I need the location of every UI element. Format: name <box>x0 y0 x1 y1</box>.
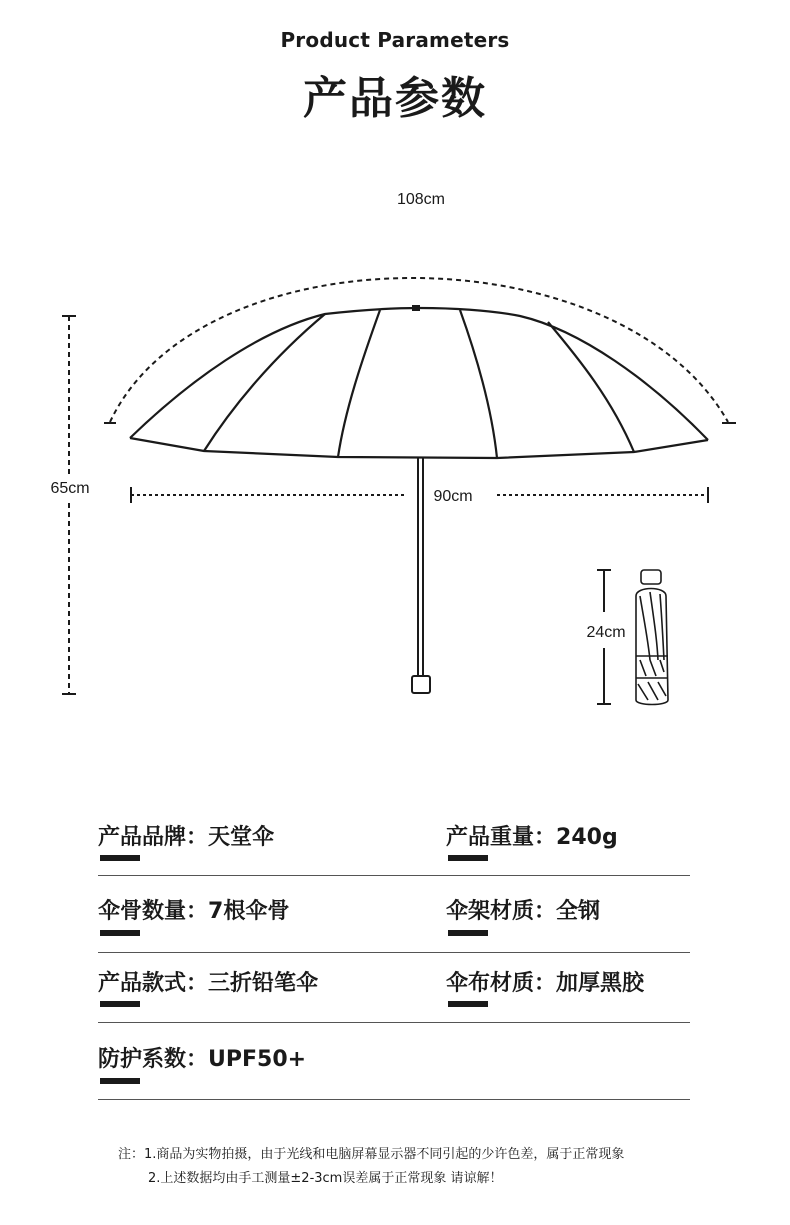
param-fabric-material <box>446 966 644 997</box>
param-underline <box>448 1001 488 1007</box>
param-underline <box>448 855 488 861</box>
param-underline <box>100 1078 140 1084</box>
param-underline <box>100 930 140 936</box>
umbrella-canopy <box>130 305 708 458</box>
param-brand-value: 天堂伞 <box>208 825 275 850</box>
param-fabric-material-value: 加厚黑胶 <box>556 971 645 996</box>
param-weight-label: 产品重量： <box>446 825 557 850</box>
row-divider <box>98 875 690 876</box>
diameter-label: 90cm <box>433 488 473 505</box>
param-ribs <box>98 894 289 925</box>
row-divider <box>98 1022 690 1023</box>
param-underline <box>100 855 140 861</box>
param-underline <box>448 930 488 936</box>
param-upf <box>98 1042 306 1073</box>
param-style-value: 三折铅笔伞 <box>208 971 319 996</box>
title-english: Product Parameters <box>280 28 510 52</box>
param-weight <box>446 820 618 851</box>
arc-dimension-line <box>110 278 728 422</box>
height-label: 65cm <box>50 480 90 497</box>
param-brand <box>98 820 274 851</box>
note-line-2: 2.上述数据均由手工测量±2-3cm误差属于正常现象 请谅解！ <box>148 1171 503 1186</box>
param-frame-material-label: 伞架材质： <box>446 899 557 924</box>
param-frame-material <box>446 894 600 925</box>
param-ribs-value: 7根伞骨 <box>208 899 290 924</box>
param-upf-value: UPF50+ <box>208 1047 307 1072</box>
umbrella-shaft <box>412 457 430 693</box>
param-style-label: 产品款式： <box>98 971 209 996</box>
title-chinese: 产品参数 <box>303 73 487 124</box>
folded-umbrella <box>636 570 668 705</box>
param-underline <box>100 1001 140 1007</box>
note-line-1: 注：1.商品为实物拍摄，由于光线和电脑屏幕显示器不同引起的少许色差，属于正常现象 <box>118 1147 625 1162</box>
param-upf-label: 防护系数： <box>98 1047 209 1072</box>
param-fabric-material-label: 伞布材质： <box>446 971 557 996</box>
param-weight-value: 240g <box>556 825 618 850</box>
param-frame-material-value: 全钢 <box>556 899 601 924</box>
folded-length-label: 24cm <box>586 624 626 641</box>
param-brand-label: 产品品牌： <box>98 825 209 850</box>
arc-length-label: 108cm <box>396 191 446 208</box>
param-ribs-label: 伞骨数量： <box>98 899 209 924</box>
param-style <box>98 966 318 997</box>
row-divider <box>98 952 690 953</box>
row-divider <box>98 1099 690 1100</box>
